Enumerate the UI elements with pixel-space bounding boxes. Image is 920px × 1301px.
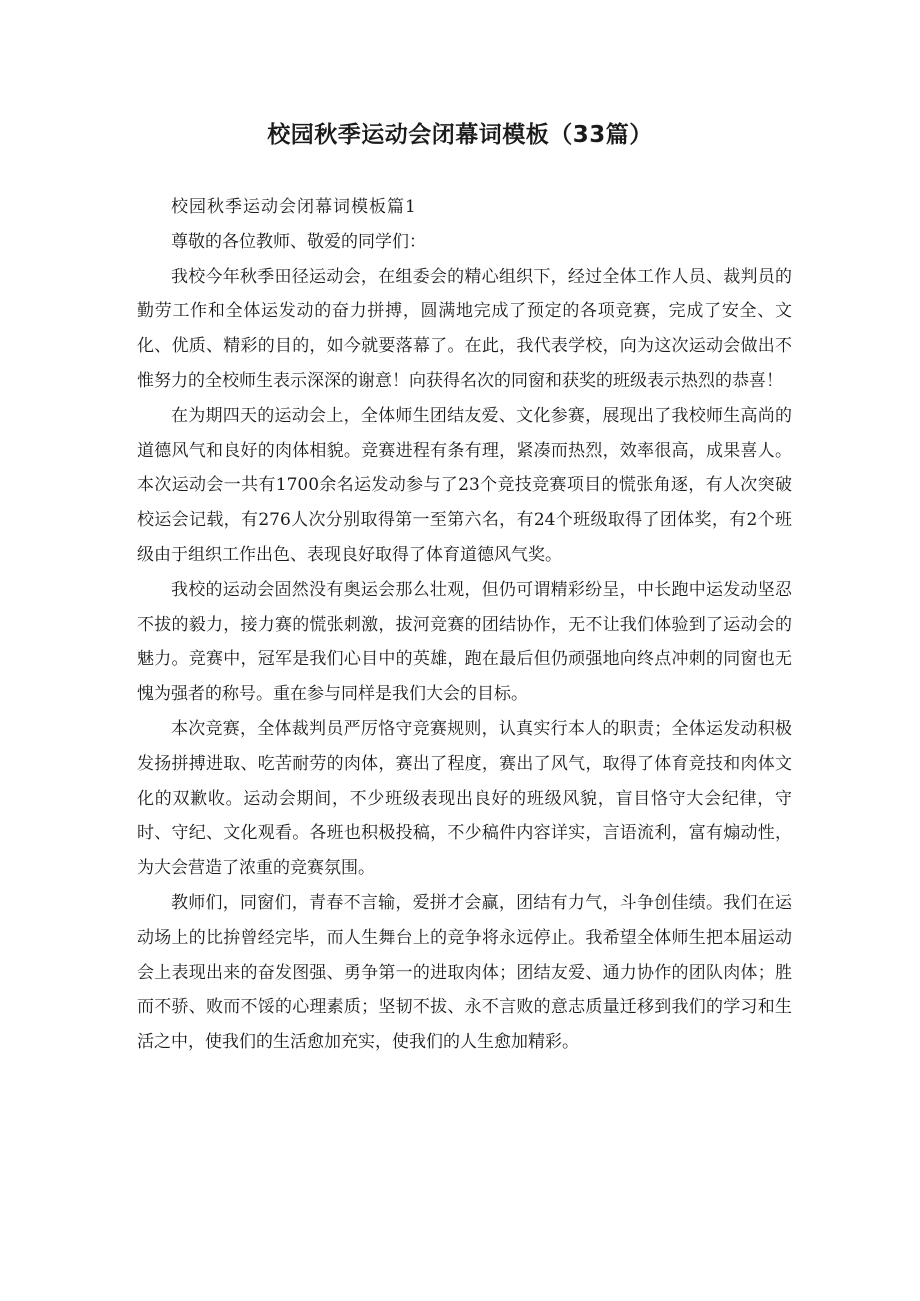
body-paragraph: 本次竞赛，全体裁判员严厉恪守竞赛规则，认真实行本人的职责；全体运发动积极发扬拼搏进取、吃苦耐劳的肉体，赛出了程度，赛出了风气，取得了体育竞技和肉体文化的双歉收。运动会期间，不少班级表现出良好的班级风貌，盲目恪守大会纪律，守时、守纪、文化观看。各班也积极投稿，不少稿件内容详实，言语流利，富有煽动性，为大会营造了浓重的竞赛氛围。 [137,718,792,879]
section-heading: 校园秋季运动会闭幕词模板篇1 [171,197,417,217]
document-title: 校园秋季运动会闭幕词模板（33篇） [267,122,653,148]
document-body [137,190,792,1060]
body-paragraph: 在为期四天的运动会上，全体师生团结友爱、文化参赛，展现出了我校师生高尚的道德风气和良好的肉体相貌。竞赛进程有条有理，紧凑而热烈，效率很高，成果喜人。本次运动会一共有1700余名运发动参与了23个竞技竞赛项目的慌张角逐，有人次突破校运会记载，有276人次分别取得第一至第六名，有24个班级取得了团体奖，有2个班级由于组织工作出色、表现良好取得了体育道德风气奖。 [137,405,792,565]
body-paragraph: 我校今年秋季田径运动会，在组委会的精心组织下，经过全体工作人员、裁判员的勤劳工作和全体运发动的奋力拼搏，圆满地完成了预定的各项竞赛，完成了安全、文化、优质、精彩的目的，如今就要落幕了。在此，我代表学校，向为这次运动会做出不惟努力的全校师生表示深深的谢意！向获得名次的同窗和获奖的班级表示热烈的恭喜！ [137,266,792,391]
body-paragraph: 我校的运动会固然没有奥运会那么壮观，但仍可谓精彩纷呈，中长跑中运发动坚忍不拔的毅力，接力赛的慌张刺激，拔河竞赛的团结协作，无不让我们体验到了运动会的魅力。竞赛中，冠军是我们心目中的英雄，跑在最后但仍顽强地向终点冲刺的同窗也无愧为强者的称号。重在参与同样是我们大会的目标。 [137,579,792,705]
body-paragraph: 教师们，同窗们，青春不言输，爱拼才会赢，团结有力气，斗争创佳绩。我们在运动场上的比拚曾经完毕，而人生舞台上的竞争将永远停止。我希望全体师生把本届运动会上表现出来的奋发图强、勇争第一的进取肉体；团结友爱、通力协作的团队肉体；胜而不骄、败而不馁的心理素质；坚韧不拔、永不言败的意志质量迁移到我们的学习和生活之中，使我们的生活愈加充实，使我们的人生愈加精彩。 [137,892,792,1053]
salutation: 尊敬的各位教师、敬爱的同学们： [171,231,426,252]
